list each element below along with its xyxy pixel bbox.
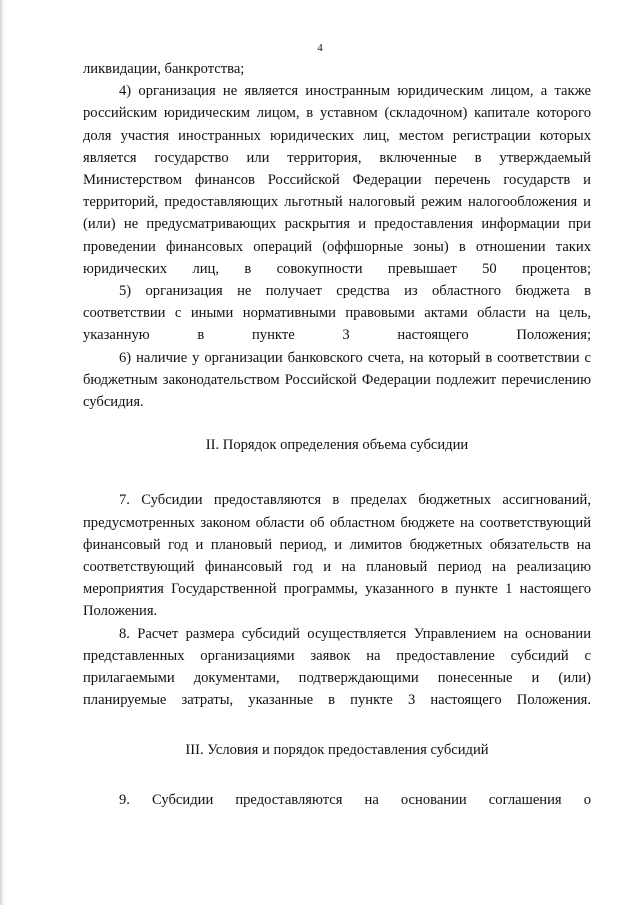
- document-body: [83, 58, 591, 811]
- list-item-5: 5) организация не получает средства из областного бюджета в соответствии с иными нормативными правовыми актами области на цель, указанную в пункте 3 настоящего Положения;: [83, 283, 591, 344]
- list-item-6: 6) наличие у организации банковского счета, на который в соответствии с бюджетным законодательством Российской Федерации подлежит перечислению субсидия.: [83, 349, 591, 411]
- list-item-4: 4) организация не является иностранным юридическим лицом, а также российским юридическим лицом, в уставном (складочном) капитале которого доля участия иностранных юридических лиц, местом регистрации которых является государство или территория, включенные в утверждаемый Министерством финансов Российской Федерации перечень государств и территорий, предоставляющих льготный налоговый режим налогообложения и (или) не предусматривающих раскрытия и предоставления информации при проведении финансовых операций (оффшорные зоны) в отношении таких юридических лиц, в совокупности превышает 50 процентов;: [83, 83, 591, 277]
- section-heading-3: III. Условия и порядок предоставления субсидий: [185, 742, 489, 759]
- paragraph-7: 7. Субсидии предоставляются в пределах бюджетных ассигнований, предусмотренных законом области об областном бюджете на соответствующий финансовый год и плановый период, и лимитов бюджетных обязательств на соответствующий финансовый год и на плановый период на реализацию мероприятия Государственной программы, указанного в пункте 1 настоящего Положения.: [83, 492, 591, 620]
- page-number: 4: [317, 42, 323, 54]
- paragraph-8: 8. Расчет размера субсидий осуществляется Управлением на основании представленных организациями заявок на предоставление субсидий с прилагаемыми документами, подтверждающими понесенные и (или) планируемые затраты, указанные в пункте 3 настоящего Положения.: [83, 625, 591, 709]
- scan-edge-shadow: [0, 0, 5, 905]
- section-heading-2: II. Порядок определения объема субсидии: [205, 437, 469, 454]
- continued-line: ликвидации, банкротства;: [83, 61, 245, 77]
- paragraph-9: 9. Субсидии предоставляются на основании соглашения о: [119, 791, 591, 808]
